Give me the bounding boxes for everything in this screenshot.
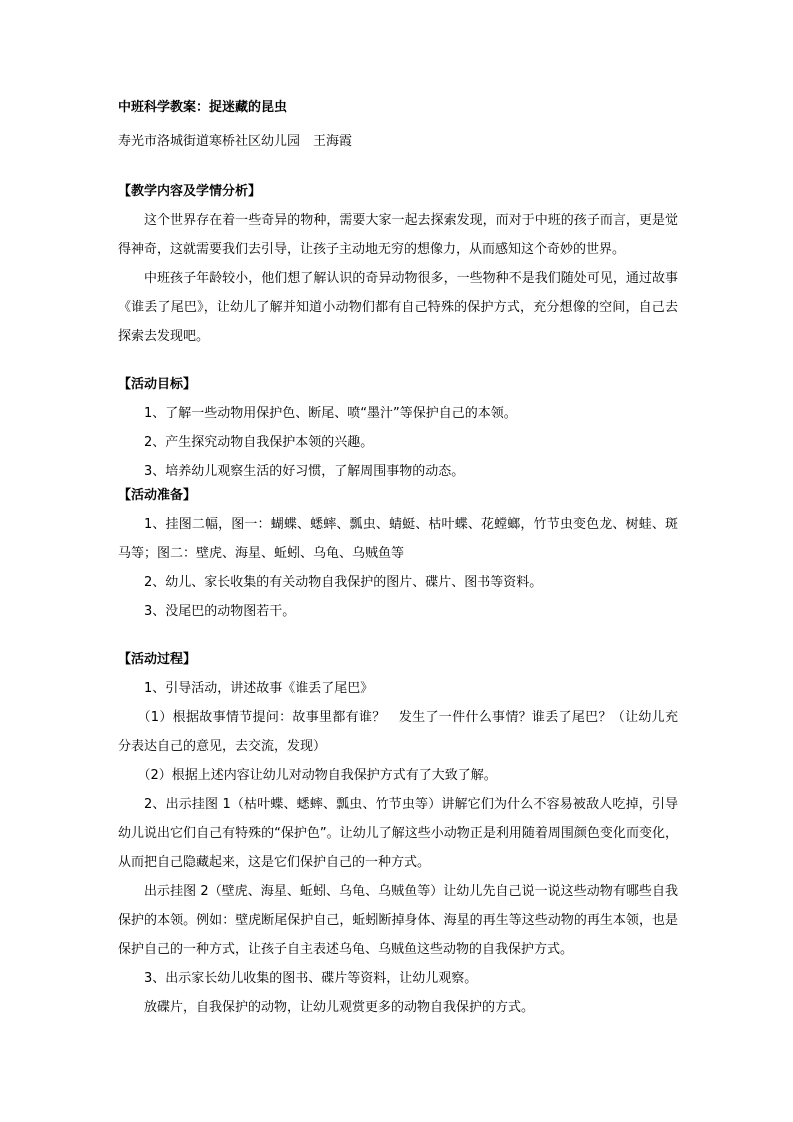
- document-author: 寿光市洛城街道寒桥社区幼儿园 王海霞: [118, 134, 353, 149]
- process-item-4: 2、出示挂图 1（枯叶蝶、蟋蟀、瓢虫、竹节虫等）讲解它们为什么不容易被敌人吃掉，引导幼儿说出它们自己有特殊的“保护色”。让幼儿了解这些小动物正是利用随着周围颜色变化而变化，从而把自己隐藏起来，这是它们保护自己的一种方式。: [118, 797, 678, 870]
- analysis-paragraph-2: 中班孩子年龄较小，他们想了解认识的奇异动物很多，一些物种不是我们随处可见，通过故事《谁丢了尾巴》，让幼儿了解并知道小动物们都有自己特殊的保护方式，充分想像的空间，自己去探索去发现吧。: [118, 271, 678, 344]
- process-item-1: 1、引导活动，讲述故事《谁丢了尾巴》: [144, 681, 374, 696]
- section-heading-process: 【活动过程】: [118, 652, 197, 667]
- process-item-7: 放碟片，自我保护的动物，让幼儿观赏更多的动物自我保护的方式。: [144, 1000, 535, 1015]
- document-page: [118, 98, 678, 1022]
- prep-item-1: 1、挂图二幅，图一：蝴蝶、蟋蟀、瓢虫、蜻蜓、枯叶蝶、花螳螂，竹节虫变色龙、树蛙、斑马等；图二：壁虎、海星、蚯蚓、乌龟、乌贼鱼等: [118, 517, 678, 561]
- section-heading-prep: 【活动准备】: [118, 488, 197, 503]
- prep-item-3: 3、没尾巴的动物图若干。: [144, 604, 296, 619]
- process-item-6: 3、出示家长幼儿收集的图书、碟片等资料，让幼儿观察。: [144, 971, 478, 986]
- section-heading-goals: 【活动目标】: [118, 377, 197, 392]
- process-item-2: （1）根据故事情节提问：故事里都有谁？ 发生了一件什么事情？谁丢了尾巴？（让幼儿充分表达自己的意见，去交流，发现）: [118, 710, 678, 754]
- process-item-3: （2）根据上述内容让幼儿对动物自我保护方式有了大致了解。: [137, 768, 497, 783]
- goal-item-1: 1、了解一些动物用保护色、断尾、喷“墨汁”等保护自己的本领。: [144, 406, 517, 421]
- prep-item-2: 2、幼儿、家长收集的有关动物自我保护的图片、碟片、图书等资料。: [144, 575, 543, 590]
- process-item-5: 出示挂图 2（壁虎、海星、蚯蚓、乌龟、乌贼鱼等）让幼儿先自己说一说这些动物有哪些自我保护的本领。例如：壁虎断尾保护自己，蚯蚓断掉身体、海星的再生等这些动物的再生本领，也是保护自己的一种方式，让孩子自主表述乌龟、乌贼鱼这些动物的自我保护方式。: [118, 884, 678, 957]
- goal-item-2: 2、产生探究动物自我保护本领的兴趣。: [144, 435, 374, 450]
- analysis-paragraph-1: 这个世界存在着一些奇异的物种，需要大家一起去探索发现，而对于中班的孩子而言，更是觉得神奇，这就需要我们去引导，让孩子主动地无穷的想像力，从而感知这个奇妙的世界。: [118, 213, 678, 257]
- document-title: 中班科学教案：捉迷藏的昆虫: [118, 100, 288, 115]
- section-heading-analysis: 【教学内容及学情分析】: [118, 184, 262, 199]
- goal-item-3: 3、培养幼儿观察生活的好习惯，了解周围事物的动态。: [144, 464, 465, 479]
